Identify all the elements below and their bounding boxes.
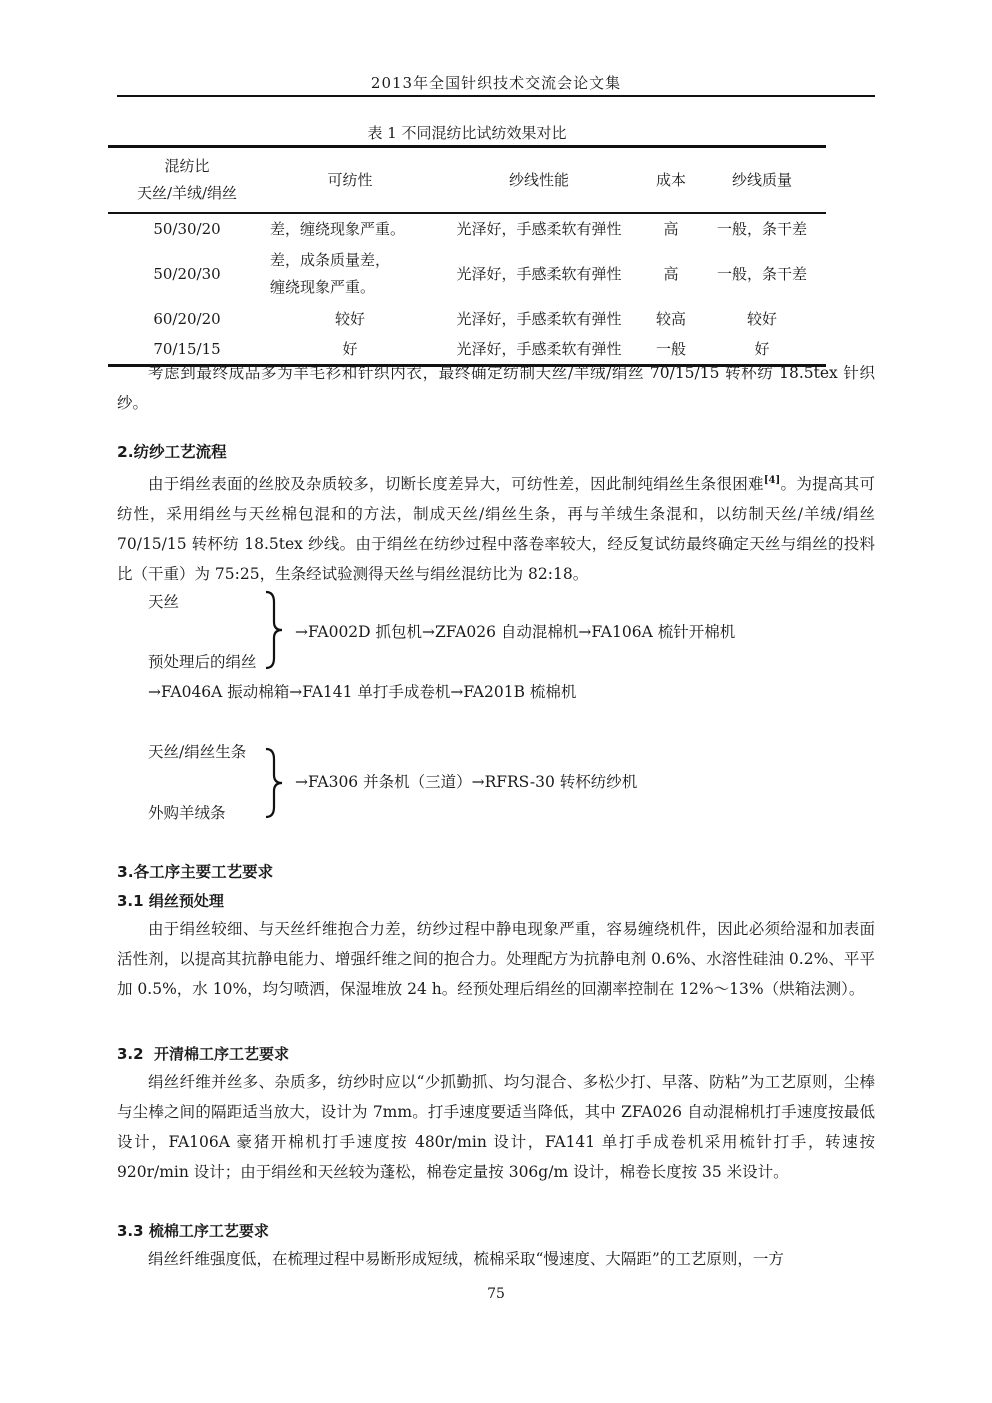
flow2-input-bottom: 外购羊绒条 xyxy=(148,804,226,822)
citation: [4] xyxy=(763,475,781,486)
subsection-3-1-heading: 3.1 绢丝预处理 xyxy=(117,892,224,910)
brace-icon xyxy=(262,590,284,670)
cell-quality: 较好 xyxy=(746,309,777,328)
flow2-line1: →FA306 并条机（三道）→RFRS-30 转杯纺纱机 xyxy=(295,773,638,791)
cell-quality: 好 xyxy=(754,339,770,358)
cell-spinnability: 差，缠绕现象严重。 xyxy=(270,219,406,238)
table-row xyxy=(108,244,826,304)
page-number: 75 xyxy=(487,1286,505,1302)
cell-ratio: 50/20/30 xyxy=(153,264,221,283)
column-header-blend-ratio: 混纺比 天丝/羊绒/绢丝 xyxy=(136,157,238,202)
subsection-3-3-heading: 3.3 梳棉工序工艺要求 xyxy=(117,1222,269,1240)
cell-cost: 高 xyxy=(663,264,679,283)
blend-ratio-table xyxy=(108,145,826,367)
table-row xyxy=(108,213,826,244)
cell-spinnability: 较好 xyxy=(334,309,365,328)
subsection-3-2-paragraph: 绢丝纤维并丝多、杂质多，纺纱时应以“少抓勤抓、均匀混合、多松少打、早落、防粘”为工艺原则，尘棒与尘棒之间的隔距适当放大，设计为 7mm。打手速度要适当降低，其中 ZFA026 自动混棉机打手速度按最低设计，FA106A 豪猪开棉机打手速度按 480r/min 设计，FA141 单打手成卷机采用梳针打手，转速按 920r/min 设计；由于绢丝和天丝较为蓬松，棉卷定量按 306g/m 设计，棉卷长度按 35 米设计。 xyxy=(117,1073,875,1181)
subsection-3-3-paragraph: 绢丝纤维强度低，在梳理过程中易断形成短绒，梳棉采取“慢速度、大隔距”的工艺原则，一方 xyxy=(148,1250,784,1268)
cell-performance: 光泽好，手感柔软有弹性 xyxy=(456,264,622,283)
cell-quality: 一般，条干差 xyxy=(716,219,807,238)
cell-cost: 较高 xyxy=(655,309,686,328)
cell-spinnability: 好 xyxy=(342,339,358,358)
flow1-input-bottom: 预处理后的绢丝 xyxy=(148,653,257,671)
running-header: 2013年全国针织技术交流会论文集 xyxy=(370,74,622,92)
cell-performance: 光泽好，手感柔软有弹性 xyxy=(456,219,622,238)
section-2-heading: 2.纺纱工艺流程 xyxy=(117,443,227,461)
table-caption: 表 1 不同混纺比试纺效果对比 xyxy=(367,124,567,142)
column-header-spinnability: 可纺性 xyxy=(327,170,373,189)
section-2-paragraph: 由于绢丝表面的丝胶及杂质较多，切断长度差异大，可纺性差，因此制纯绢丝生条很困难[4]。为提高其可纺性，采用绢丝与天丝棉包混和的方法，制成天丝/绢丝生条，再与羊绒生条混和，以纺制天丝/羊绒/绢丝 70/15/15 转杯纺 18.5tex 纱线。由于绢丝在纺纱过程中落卷率较大，经反复试纺最终确定天丝与绢丝的投料比（干重）为 75:25，生条经试验测得天丝与绢丝混纺比为 82:18。 xyxy=(117,475,875,584)
flow1-line2: →FA046A 振动棉箱→FA141 单打手成卷机→FA201B 梳棉机 xyxy=(148,683,577,701)
cell-ratio: 70/15/15 xyxy=(153,339,221,358)
table-header-row xyxy=(108,147,826,214)
cell-spinnability: 差，成条质量差， 缠绕现象严重。 xyxy=(270,251,391,296)
section-3-heading: 3.各工序主要工艺要求 xyxy=(117,863,274,881)
after-table-paragraph: 考虑到最终成品多为羊毛衫和针织内衣，最终确定纺制天丝/羊绒/绢丝 70/15/15 转杯纺 18.5tex 针织纱。 xyxy=(117,364,875,412)
header-rule xyxy=(117,95,875,97)
cell-performance: 光泽好，手感柔软有弹性 xyxy=(456,309,622,328)
column-header-yarn-performance: 纱线性能 xyxy=(508,170,569,189)
cell-performance: 光泽好，手感柔软有弹性 xyxy=(456,339,622,358)
cell-cost: 高 xyxy=(663,219,679,238)
flow1-input-top: 天丝 xyxy=(148,593,180,611)
column-header-cost: 成本 xyxy=(655,170,686,189)
table-row xyxy=(108,304,826,334)
subsection-3-2-heading: 3.2 开清棉工序工艺要求 xyxy=(117,1045,290,1063)
cell-ratio: 60/20/20 xyxy=(153,309,221,328)
cell-cost: 一般 xyxy=(655,339,686,358)
column-header-yarn-quality: 纱线质量 xyxy=(731,170,792,189)
flow2-input-top: 天丝/绢丝生条 xyxy=(148,743,247,761)
subsection-3-1-paragraph: 由于绢丝较细、与天丝纤维抱合力差，纺纱过程中静电现象严重，容易缠绕机件，因此必须给湿和加表面活性剂，以提高其抗静电能力、增强纤维之间的抱合力。处理配方为抗静电剂 0.6%、水溶性硅油 0.2%、平平加 0.5%，水 10%，均匀喷洒，保湿堆放 24 h。经预处理后绢丝的回潮率控制在 12%～13%（烘箱法测）。 xyxy=(117,920,875,998)
brace-icon xyxy=(262,747,284,819)
cell-quality: 一般，条干差 xyxy=(716,264,807,283)
flow1-line1: →FA002D 抓包机→ZFA026 自动混棉机→FA106A 梳针开棉机 xyxy=(295,623,736,641)
cell-ratio: 50/30/20 xyxy=(153,219,221,238)
